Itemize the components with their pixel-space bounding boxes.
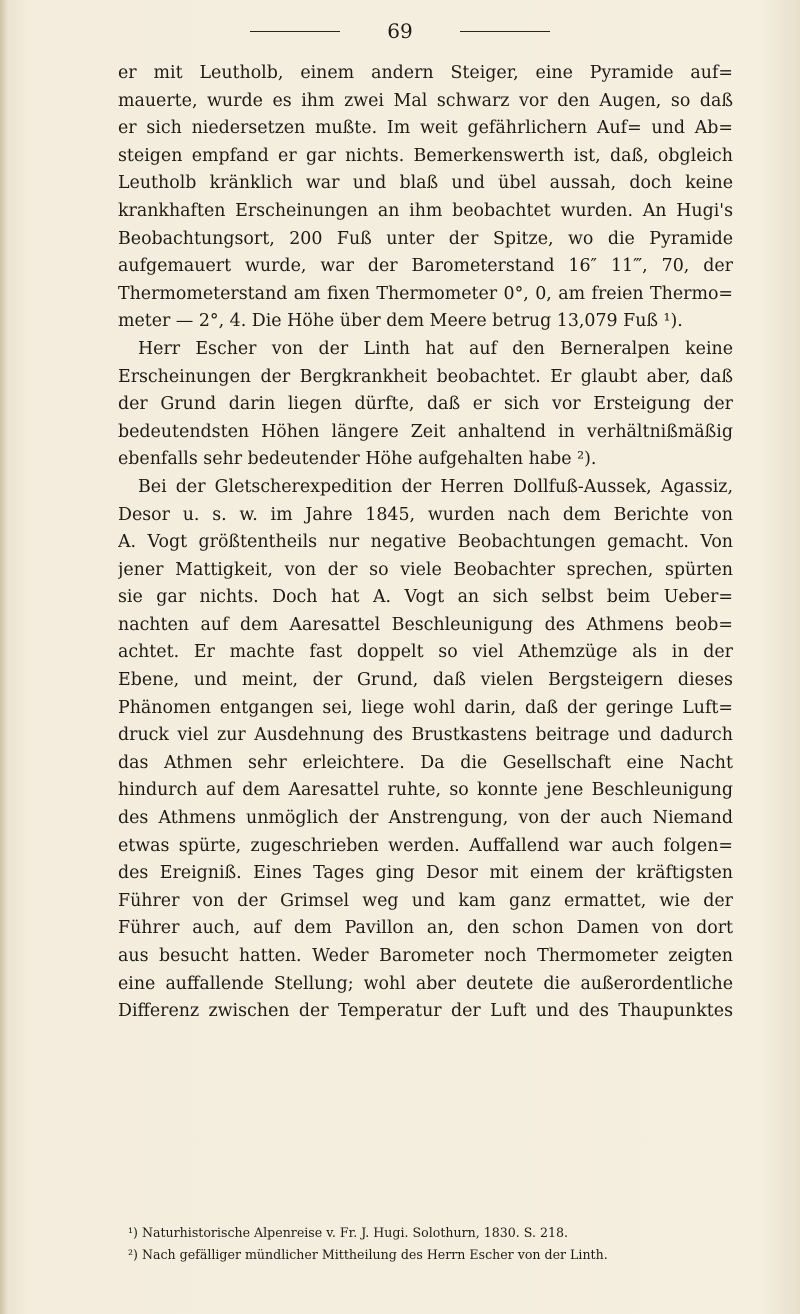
text-line: steigen empfand er gar nichts. Bemerkenswerth ist, daß, obgleich	[118, 145, 733, 166]
text-line: er mit Leutholb, einem andern Steiger, eine Pyramide auf=	[118, 63, 733, 83]
page-header	[0, 16, 800, 46]
text-line: Ebene, und meint, der Grund, daß vielen Bergsteigern dieses	[118, 670, 733, 691]
footnote: ¹) Naturhistorische Alpenreise v. Fr. J. Hugi. Solothurn, 1830. S. 218.	[128, 1225, 569, 1240]
text-line: Beobachtungsort, 200 Fuß unter der Spitze, wo die Pyramide	[118, 228, 733, 249]
footnote: ²) Nach gefälliger mündlicher Mittheilung des Herrn Escher von der Linth.	[128, 1247, 608, 1262]
text-line: des Ereigniß. Eines Tages ging Desor mit einem der kräftigsten	[118, 863, 733, 884]
text-line: Führer auch, auf dem Pavillon an, den schon Damen von dort	[118, 918, 733, 939]
text-line: Thermometerstand am fixen Thermometer 0°, 0, am freien Thermo=	[118, 283, 733, 304]
text-line: Bei der Gletscherexpedition der Herren Dollfuß-Aussek, Agassiz,	[138, 476, 733, 497]
text-line: druck viel zur Ausdehnung des Brustkastens beitrage und dadurch	[118, 725, 733, 746]
text-line: Führer von der Grimsel weg und kam ganz ermattet, wie der	[118, 890, 733, 911]
text-line: A. Vogt größtentheils nur negative Beobachtungen gemacht. Von	[118, 532, 733, 553]
text-line: aufgemauert wurde, war der Barometerstand 16″ 11‴, 70, der	[118, 256, 733, 277]
text-line: Leutholb kränklich war und blaß und übel aussah, doch keine	[118, 173, 733, 194]
page-spine-shadow	[0, 0, 8, 1314]
text-line: achtet. Er machte fast doppelt so viel Athemzüge als in der	[118, 642, 733, 663]
body-text	[118, 60, 733, 1026]
text-line: jener Mattigkeit, von der so viele Beobachter sprechen, spürten	[118, 559, 733, 580]
text-line: hindurch auf dem Aaresattel ruhte, so konnte jene Beschleunigung	[118, 780, 733, 801]
text-line: der Grund darin liegen dürfte, daß er sich vor Ersteigung der	[118, 394, 733, 415]
text-line: meter — 2°, 4. Die Höhe über dem Meere betrug 13,079 Fuß ¹).	[118, 311, 683, 332]
text-line: er sich niedersetzen mußte. Im weit gefährlichern Auf= und Ab=	[118, 118, 733, 139]
text-line: sie gar nichts. Doch hat A. Vogt an sich selbst beim Ueber=	[118, 587, 733, 608]
footnotes	[118, 1222, 733, 1266]
header-rule-left	[250, 31, 340, 32]
text-line: krankhaften Erscheinungen an ihm beobachtet wurden. An Hugi's	[118, 200, 733, 221]
text-line: bedeutendsten Höhen längere Zeit anhaltend in verhältnißmäßig	[118, 421, 733, 442]
text-line: nachten auf dem Aaresattel Beschleunigung des Athmens beob=	[118, 614, 733, 635]
text-line: Herr Escher von der Linth hat auf den Berneralpen keine	[138, 338, 733, 359]
text-line: mauerte, wurde es ihm zwei Mal schwarz vor den Augen, so daß	[118, 90, 733, 111]
text-line: Differenz zwischen der Temperatur der Luft und des Thaupunktes	[118, 1001, 733, 1022]
page-number: 69	[387, 19, 413, 43]
text-line: eine auffallende Stellung; wohl aber deutete die außerordentliche	[118, 973, 733, 994]
text-line: Desor u. s. w. im Jahre 1845, wurden nach dem Berichte von	[118, 504, 733, 525]
text-line: aus besucht hatten. Weder Barometer noch Thermometer zeigten	[118, 946, 733, 966]
text-line: das Athmen sehr erleichtere. Da die Gesellschaft eine Nacht	[118, 752, 733, 773]
text-line: des Athmens unmöglich der Anstrengung, von der auch Niemand	[118, 808, 733, 829]
text-line: Erscheinungen der Bergkrankheit beobachtet. Er glaubt aber, daß	[118, 366, 733, 387]
text-line: Phänomen entgangen sei, liege wohl darin, daß der geringe Luft=	[118, 697, 733, 718]
text-line: etwas spürte, zugeschrieben werden. Auffallend war auch folgen=	[118, 835, 733, 856]
header-rule-right	[460, 31, 550, 32]
text-line: ebenfalls sehr bedeutender Höhe aufgehalten habe ²).	[118, 449, 597, 470]
